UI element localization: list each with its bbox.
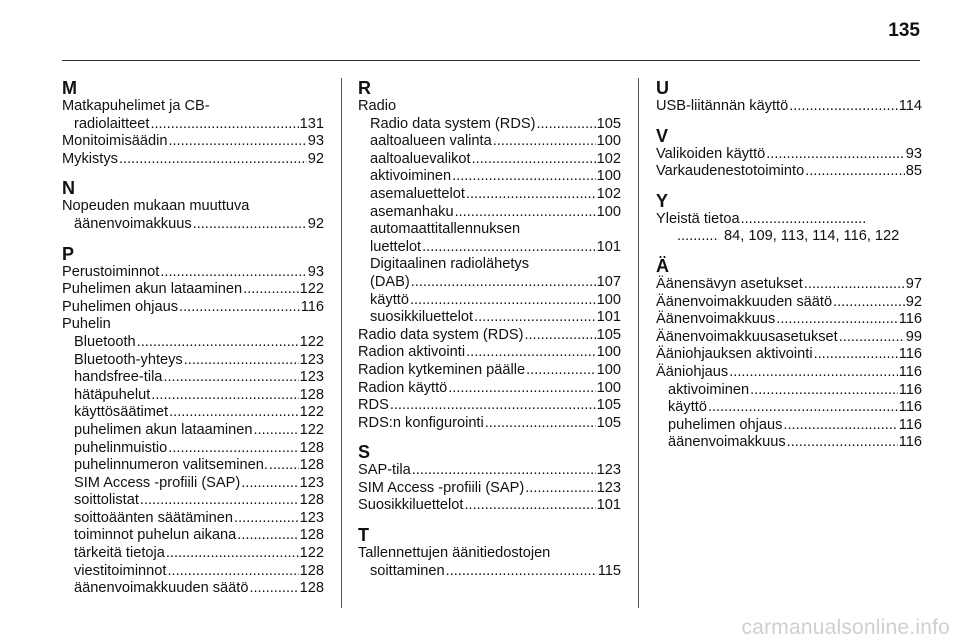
page-ref: 100 bbox=[596, 168, 621, 185]
page-ref: 123 bbox=[299, 474, 324, 491]
dot-leader bbox=[814, 346, 898, 364]
page-ref: 128 bbox=[299, 492, 324, 509]
index-entry[interactable] bbox=[62, 133, 324, 151]
index-column-2 bbox=[358, 78, 621, 580]
entry-text: Radion käyttö bbox=[358, 379, 448, 396]
index-entry[interactable] bbox=[62, 334, 324, 352]
dot-leader bbox=[472, 151, 596, 169]
page-ref: 101 bbox=[596, 238, 621, 255]
dot-leader bbox=[160, 264, 306, 282]
index-entry[interactable] bbox=[656, 382, 922, 400]
dot-leader bbox=[151, 387, 298, 405]
page-ref: 93 bbox=[307, 263, 324, 280]
entry-text: Suosikkiluettelot bbox=[358, 497, 464, 514]
index-entry[interactable] bbox=[358, 309, 621, 327]
index-entry[interactable] bbox=[656, 146, 922, 164]
page-ref: 101 bbox=[596, 497, 621, 514]
page-ref: 100 bbox=[596, 291, 621, 308]
entry-text: aaltoalueen valinta bbox=[370, 133, 492, 150]
dot-leader bbox=[119, 151, 307, 169]
page-ref: 116 bbox=[898, 381, 922, 398]
entry-text: Radion kytkeminen päälle bbox=[358, 361, 526, 378]
page-ref: 123 bbox=[596, 479, 621, 496]
index-entry[interactable] bbox=[62, 510, 324, 528]
dot-leader bbox=[493, 133, 596, 151]
index-entry[interactable] bbox=[656, 329, 922, 347]
dot-leader bbox=[804, 276, 905, 294]
page-ref: 115 bbox=[597, 562, 621, 579]
entry-text: SIM Access -profiili (SAP) bbox=[358, 479, 525, 496]
entry-text: Radio data system (RDS) bbox=[370, 115, 536, 132]
dot-leader bbox=[241, 475, 298, 493]
index-entry[interactable] bbox=[358, 415, 621, 433]
entry-text: Monitoimisäädin bbox=[62, 133, 168, 150]
dot-leader bbox=[789, 98, 898, 116]
index-entry[interactable] bbox=[656, 364, 922, 382]
index-entry[interactable] bbox=[358, 239, 621, 257]
page-ref: 116 bbox=[898, 434, 922, 451]
entry-text: aktivoiminen bbox=[668, 381, 750, 398]
page-ref: 116 bbox=[898, 416, 922, 433]
page-ref: 123 bbox=[299, 369, 324, 386]
index-entry[interactable] bbox=[656, 434, 922, 452]
page-ref: 122 bbox=[299, 545, 324, 562]
page-ref: 100 bbox=[596, 344, 621, 361]
entry-text: aaltoaluevalikot bbox=[370, 150, 471, 167]
dot-leader bbox=[168, 440, 298, 458]
header-rule bbox=[62, 60, 920, 61]
dot-leader bbox=[446, 563, 597, 581]
entry-text: aktivoiminen bbox=[370, 168, 452, 185]
column-divider-1 bbox=[341, 78, 342, 608]
entry-text: käyttö bbox=[370, 291, 409, 308]
section-letter-p: P bbox=[62, 243, 75, 264]
watermark: carmanualsonline.info bbox=[741, 616, 950, 639]
index-entry[interactable] bbox=[62, 422, 324, 440]
entry-text: Radion aktivointi bbox=[358, 344, 466, 361]
index-entry[interactable] bbox=[656, 311, 922, 329]
dot-leader bbox=[184, 352, 299, 370]
index-entry[interactable] bbox=[62, 457, 324, 475]
section-letter-s: S bbox=[358, 442, 371, 463]
index-entry[interactable] bbox=[62, 475, 324, 493]
entry-text: USB-liitännän käyttö bbox=[656, 98, 789, 114]
page-ref: 114 bbox=[898, 98, 922, 114]
dot-leader bbox=[474, 309, 596, 327]
section-letter-ae: Ä bbox=[656, 255, 669, 276]
page-ref: 102 bbox=[596, 185, 621, 202]
dot-leader bbox=[741, 211, 865, 229]
page-ref: 116 bbox=[898, 346, 922, 363]
dot-leader bbox=[750, 382, 898, 400]
entry-text: luettelot bbox=[370, 238, 422, 255]
section-letter-n: N bbox=[62, 178, 75, 199]
page-number: 135 bbox=[888, 20, 920, 41]
index-entry[interactable] bbox=[656, 417, 922, 435]
index-entry[interactable] bbox=[358, 204, 621, 222]
index-entry-text: Digitaalinen radiolähetys bbox=[370, 256, 530, 273]
page-ref: 122 bbox=[299, 333, 324, 350]
dot-leader bbox=[524, 327, 595, 345]
entry-text: Radio data system (RDS) bbox=[358, 326, 524, 343]
dot-leader bbox=[464, 497, 595, 515]
entry-text: Äänenvoimakkuusasetukset bbox=[656, 328, 838, 345]
index-entry[interactable] bbox=[62, 352, 324, 370]
index-entry[interactable] bbox=[62, 264, 324, 282]
page-ref: 92 bbox=[307, 215, 324, 232]
dot-leader bbox=[455, 204, 596, 222]
entry-text: Varkaudenestotoiminto bbox=[656, 163, 805, 180]
index-entry[interactable] bbox=[62, 369, 324, 387]
index-entry[interactable] bbox=[62, 116, 324, 134]
entry-text: Puhelimen ohjaus bbox=[62, 298, 179, 315]
index-entry[interactable] bbox=[358, 497, 621, 515]
entry-text: SIM Access -profiili (SAP) bbox=[74, 474, 241, 491]
dot-leader bbox=[137, 334, 299, 352]
index-entry-text: Puhelin bbox=[62, 316, 111, 333]
dot-leader bbox=[776, 311, 897, 329]
index-entry[interactable] bbox=[656, 228, 922, 246]
page-ref: 101 bbox=[596, 309, 621, 326]
index-entry-text: automaattitallennuksen bbox=[370, 221, 521, 238]
page-ref: 128 bbox=[299, 580, 324, 597]
page-ref: 100 bbox=[596, 133, 621, 150]
index-entry[interactable] bbox=[358, 480, 621, 498]
dot-leader bbox=[833, 294, 905, 312]
page-ref: 123 bbox=[596, 462, 621, 479]
index-entry-text: Radio bbox=[358, 98, 397, 114]
dot-leader bbox=[412, 462, 596, 480]
dot-leader bbox=[166, 545, 299, 563]
entry-text: hätäpuhelut bbox=[74, 386, 151, 403]
entry-text: asemaluettelot bbox=[370, 185, 465, 202]
index-entry[interactable] bbox=[358, 362, 621, 380]
index-entry[interactable] bbox=[62, 404, 324, 422]
section-letter-y: Y bbox=[656, 190, 669, 211]
dot-leader bbox=[163, 369, 298, 387]
page-ref: 105 bbox=[596, 397, 621, 414]
index-entry[interactable] bbox=[62, 492, 324, 510]
index-entry[interactable] bbox=[656, 98, 922, 116]
entry-text: radiolaitteet bbox=[74, 115, 150, 132]
page-ref: 116 bbox=[898, 399, 922, 416]
index-entry[interactable] bbox=[62, 545, 324, 563]
dot-leader bbox=[150, 116, 298, 134]
dot-leader bbox=[411, 274, 596, 292]
entry-text: Bluetooth bbox=[74, 333, 136, 350]
index-entry[interactable] bbox=[62, 281, 324, 299]
dot-leader bbox=[254, 422, 299, 440]
dot-leader bbox=[787, 434, 898, 452]
page-ref: 84, 109, 113, 114, 116, 122 bbox=[724, 228, 900, 245]
entry-text: puhelimen ohjaus bbox=[668, 416, 783, 433]
entry-text: Perustoiminnot bbox=[62, 263, 160, 280]
dot-leader bbox=[179, 299, 300, 317]
dot-leader bbox=[452, 168, 596, 186]
dot-leader bbox=[167, 563, 298, 581]
index-entry[interactable] bbox=[62, 299, 324, 317]
dot-leader bbox=[525, 480, 595, 498]
entry-text: Valikoiden käyttö bbox=[656, 145, 766, 162]
dot-leader bbox=[729, 364, 898, 382]
index-column-1 bbox=[62, 78, 324, 598]
page-ref: 128 bbox=[299, 386, 324, 403]
entry-text: soittoäänten säätäminen bbox=[74, 509, 234, 526]
entry-text: Ääniohjauksen aktivointi bbox=[656, 346, 813, 363]
page-ref: 100 bbox=[596, 361, 621, 378]
page-ref: 128 bbox=[299, 527, 324, 544]
dot-leader bbox=[234, 510, 299, 528]
index-column-3 bbox=[656, 78, 922, 452]
index-entry[interactable] bbox=[656, 294, 922, 312]
dot-leader bbox=[249, 580, 298, 598]
index-entry[interactable] bbox=[358, 116, 621, 134]
page-ref: 105 bbox=[596, 326, 621, 343]
dot-leader bbox=[536, 116, 595, 134]
dot-leader bbox=[269, 457, 299, 475]
page-ref: 85 bbox=[905, 163, 922, 180]
index-entry[interactable] bbox=[656, 163, 922, 181]
index-entry[interactable] bbox=[358, 380, 621, 398]
index-entry[interactable] bbox=[656, 346, 922, 364]
dot-leader bbox=[466, 186, 596, 204]
page-ref: 97 bbox=[905, 275, 922, 292]
dot-leader bbox=[390, 397, 596, 415]
section-letter-m: M bbox=[62, 78, 77, 98]
page-ref: 99 bbox=[905, 328, 922, 345]
page-ref: 93 bbox=[307, 133, 324, 150]
dot-leader bbox=[526, 362, 596, 380]
entry-text: puhelimen akun lataaminen bbox=[74, 421, 253, 438]
entry-text: handsfree-tila bbox=[74, 369, 163, 386]
entry-text: Ääniohjaus bbox=[656, 363, 729, 380]
index-entry[interactable] bbox=[62, 387, 324, 405]
index-entry-text: Matkapuhelimet ja CB- bbox=[62, 98, 210, 114]
page-ref: 116 bbox=[898, 311, 922, 328]
entry-text: käyttösäätimet bbox=[74, 404, 169, 421]
page-ref: 131 bbox=[299, 115, 324, 132]
index-entry[interactable] bbox=[62, 527, 324, 545]
page-ref: 102 bbox=[596, 150, 621, 167]
index-entry[interactable] bbox=[358, 186, 621, 204]
dot-leader bbox=[169, 404, 299, 422]
index-entry[interactable] bbox=[62, 440, 324, 458]
section-letter-v: V bbox=[656, 125, 669, 146]
entry-text: toiminnot puhelun aikana bbox=[74, 527, 237, 544]
page-ref: 100 bbox=[596, 203, 621, 220]
entry-text: RDS:n konfigurointi bbox=[358, 414, 484, 431]
page-ref: 92 bbox=[307, 150, 324, 167]
index-entry[interactable] bbox=[656, 276, 922, 294]
page-ref: 128 bbox=[299, 562, 324, 579]
entry-text: SAP-tila bbox=[358, 462, 411, 479]
page-ref: 100 bbox=[596, 379, 621, 396]
index-entry-text: Tallennettujen äänitiedostojen bbox=[358, 545, 551, 562]
page-ref: 105 bbox=[596, 414, 621, 431]
index-entry[interactable] bbox=[358, 133, 621, 151]
dot-leader bbox=[805, 163, 905, 181]
index-entry[interactable] bbox=[358, 168, 621, 186]
entry-text: RDS bbox=[358, 397, 389, 414]
section-letter-u: U bbox=[656, 78, 669, 98]
page-ref: 116 bbox=[300, 298, 324, 315]
index-entry-text: Nopeuden mukaan muuttuva bbox=[62, 198, 250, 215]
dot-leader bbox=[243, 281, 299, 299]
index-entry[interactable] bbox=[62, 151, 324, 169]
entry-text: soittaminen bbox=[370, 562, 445, 579]
column-divider-2 bbox=[638, 78, 639, 608]
dot-leader bbox=[677, 228, 719, 246]
page-ref: 122 bbox=[299, 281, 324, 298]
entry-text: Äänensävyn asetukset bbox=[656, 275, 803, 292]
entry-text: asemanhaku bbox=[370, 203, 454, 220]
entry-text: Mykistys bbox=[62, 150, 118, 167]
page-ref: 123 bbox=[299, 351, 324, 368]
page-ref: 93 bbox=[905, 145, 922, 162]
dot-leader bbox=[448, 380, 595, 398]
index-entry[interactable] bbox=[358, 462, 621, 480]
dot-leader bbox=[410, 292, 596, 310]
entry-text: Bluetooth-yhteys bbox=[74, 351, 183, 368]
dot-leader bbox=[237, 527, 298, 545]
index-entry[interactable] bbox=[358, 292, 621, 310]
dot-leader bbox=[485, 415, 596, 433]
page-ref: 128 bbox=[299, 439, 324, 456]
page-ref: 123 bbox=[299, 509, 324, 526]
entry-text: äänenvoimakkuuden säätö bbox=[74, 580, 249, 597]
page-ref: 122 bbox=[299, 421, 324, 438]
page-ref: 116 bbox=[898, 363, 922, 380]
entry-text: Puhelimen akun lataaminen bbox=[62, 281, 243, 298]
section-letter-r: R bbox=[358, 78, 371, 98]
index-entry[interactable] bbox=[62, 580, 324, 598]
index-entry[interactable] bbox=[62, 563, 324, 581]
index-entry[interactable] bbox=[358, 397, 621, 415]
page-ref: 105 bbox=[596, 115, 621, 132]
index-entry[interactable] bbox=[358, 344, 621, 362]
dot-leader bbox=[422, 239, 596, 257]
entry-text: tärkeitä tietoja bbox=[74, 545, 165, 562]
entry-text: (DAB) bbox=[370, 273, 410, 290]
index-entry[interactable] bbox=[358, 151, 621, 169]
section-letter-t: T bbox=[358, 525, 369, 546]
entry-text: Yleistä tietoa bbox=[656, 210, 740, 227]
index-entry[interactable] bbox=[656, 211, 866, 229]
entry-text: suosikkiluettelot bbox=[370, 309, 474, 326]
index-entry[interactable] bbox=[656, 399, 922, 417]
index-entry[interactable] bbox=[62, 216, 324, 234]
page-ref: 128 bbox=[299, 457, 324, 474]
dot-leader bbox=[140, 492, 299, 510]
entry-text: käyttö bbox=[668, 399, 707, 416]
entry-text: äänenvoimakkuus bbox=[74, 215, 192, 232]
dot-leader bbox=[839, 329, 905, 347]
dot-leader bbox=[193, 216, 307, 234]
entry-text: viestitoiminnot bbox=[74, 562, 167, 579]
entry-text: äänenvoimakkuus bbox=[668, 434, 786, 451]
index-entry[interactable] bbox=[358, 563, 621, 581]
dot-leader bbox=[766, 146, 905, 164]
dot-leader bbox=[708, 399, 898, 417]
entry-text: puhelinmuistio bbox=[74, 439, 168, 456]
page-ref: 107 bbox=[596, 273, 621, 290]
entry-text: soittolistat bbox=[74, 492, 139, 509]
dot-leader bbox=[466, 344, 596, 362]
dot-leader bbox=[168, 133, 306, 151]
index-entry[interactable] bbox=[358, 274, 621, 292]
page-ref: 122 bbox=[299, 404, 324, 421]
page-ref: 92 bbox=[905, 293, 922, 310]
entry-text: Äänenvoimakkuuden säätö bbox=[656, 293, 833, 310]
entry-text: puhelinnumeron valitseminen. bbox=[74, 457, 268, 474]
entry-text: Äänenvoimakkuus bbox=[656, 311, 776, 328]
index-entry[interactable] bbox=[358, 327, 621, 345]
dot-leader bbox=[783, 417, 897, 435]
